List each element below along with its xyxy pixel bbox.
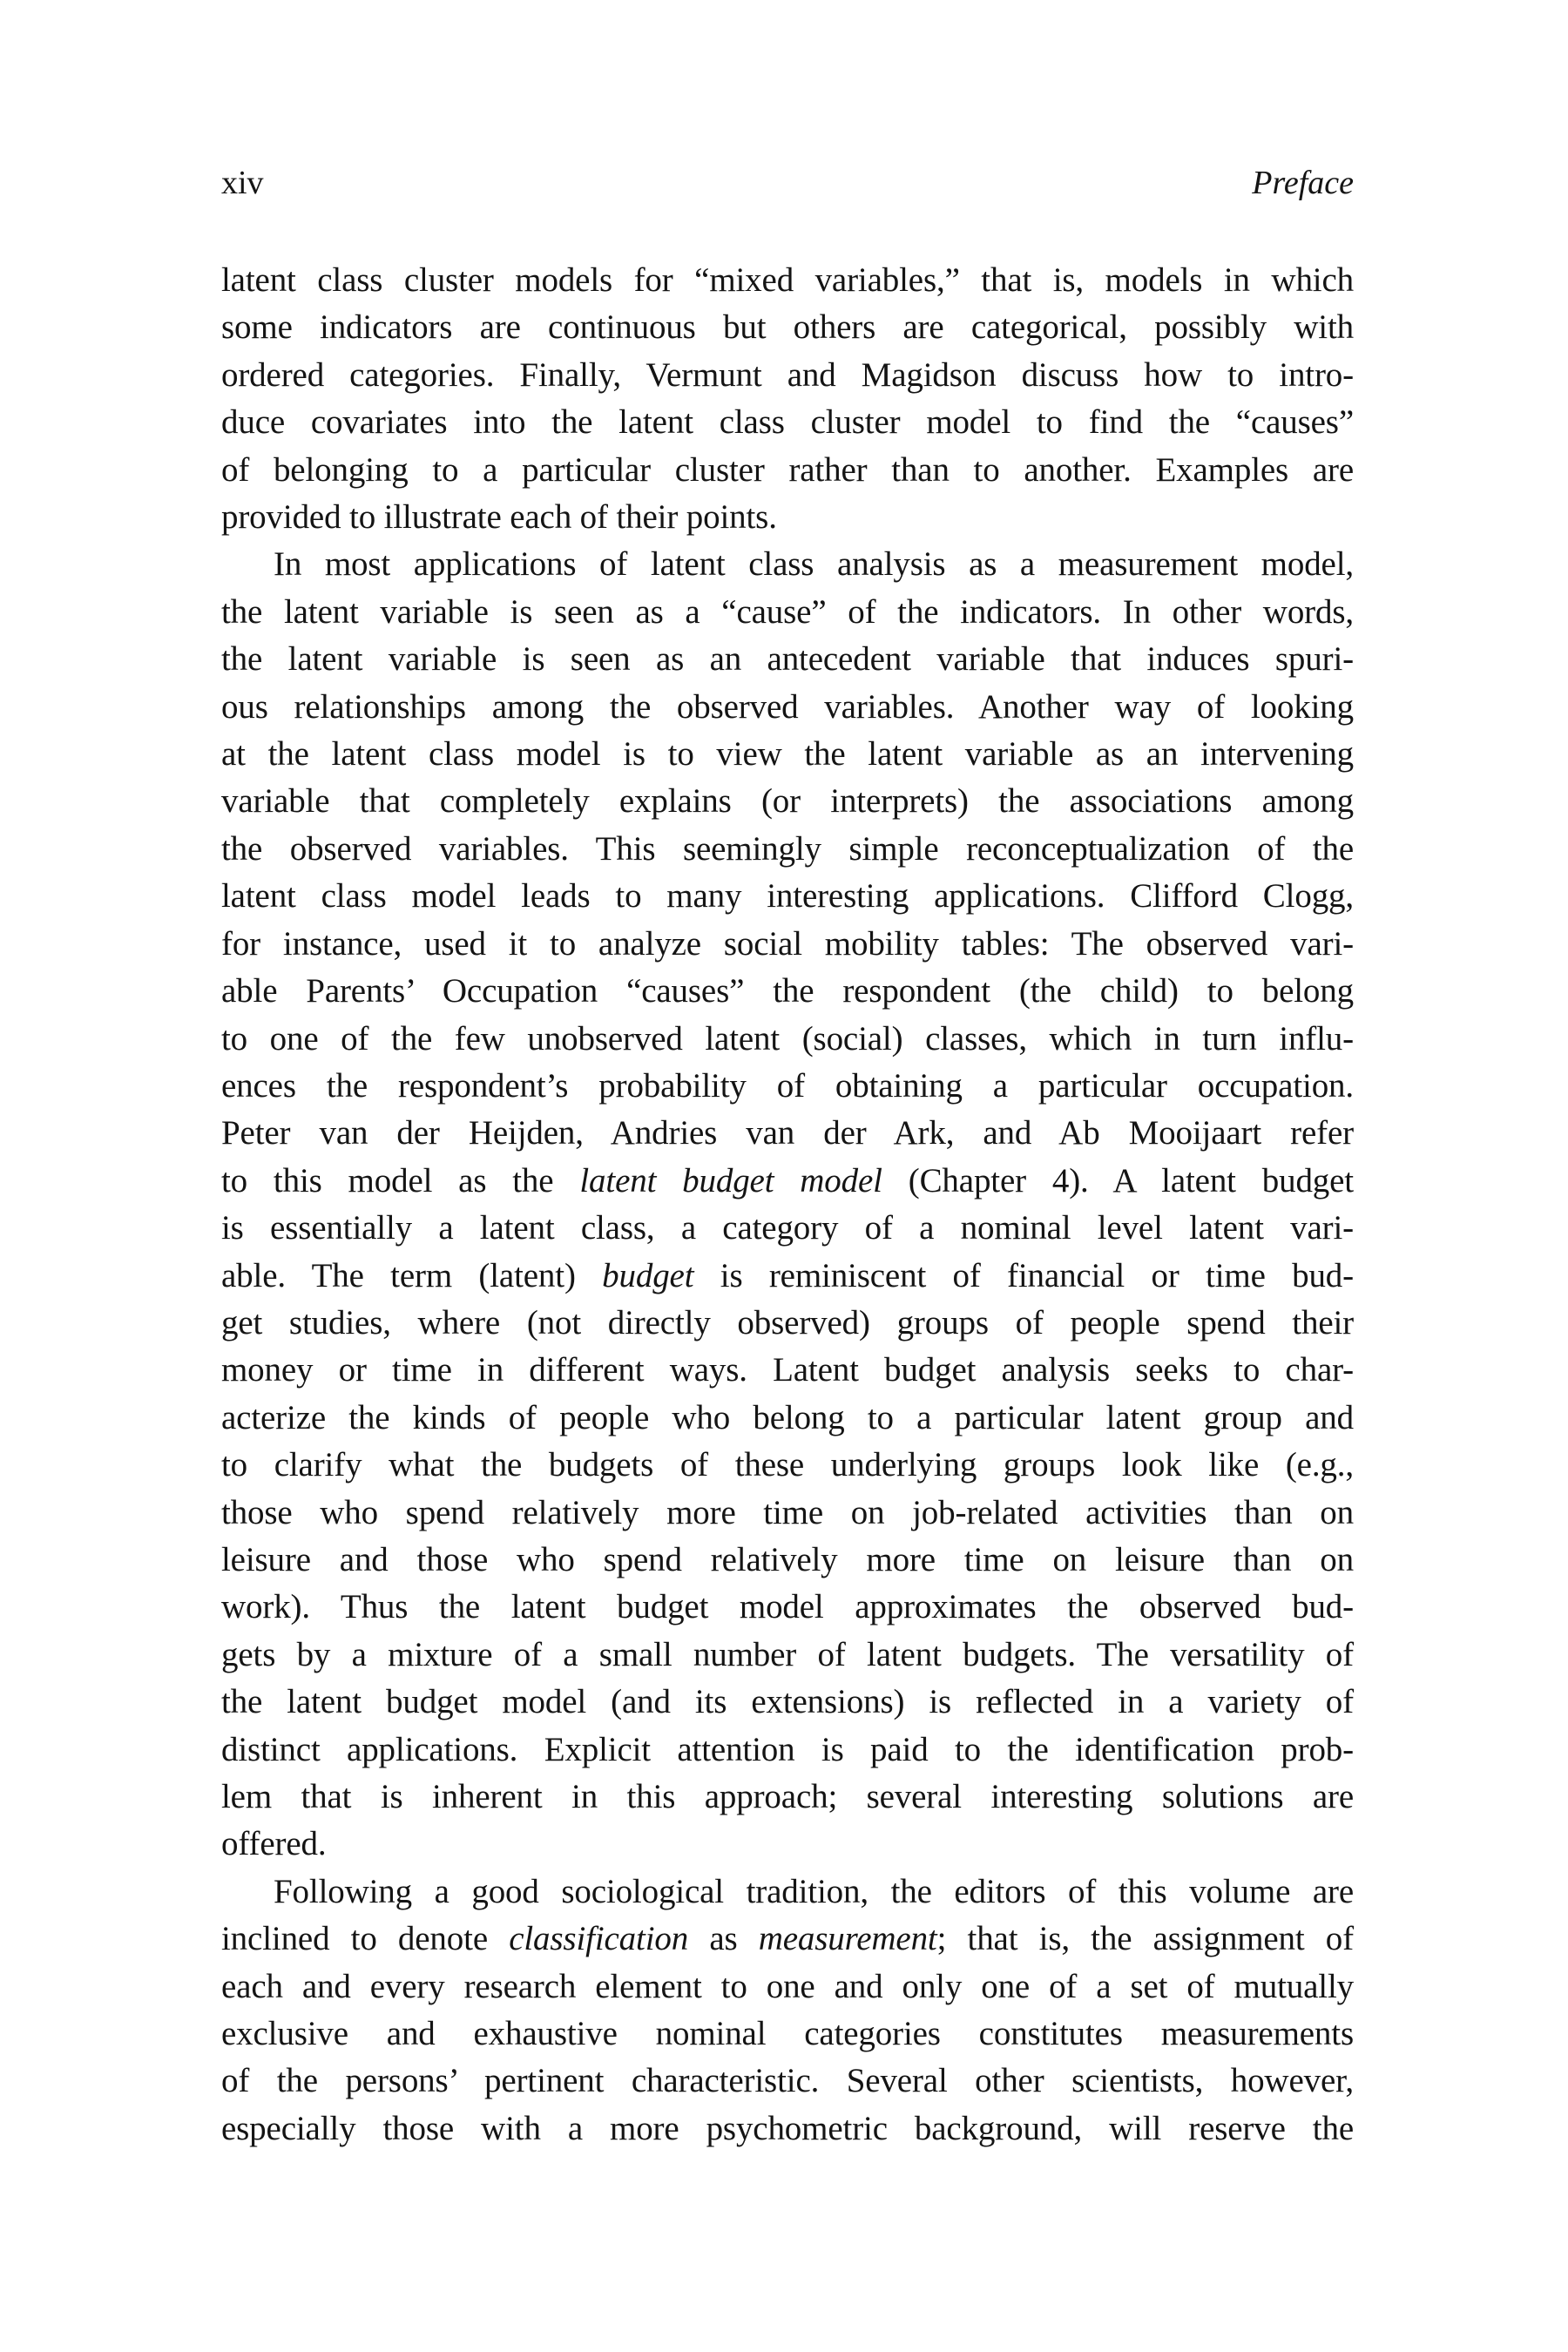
text-line: acterize the kinds of people who belong to a particular latent group and [221,1398,1354,1436]
page-number: xiv [221,165,264,201]
book-page [221,157,1354,2247]
body-text [221,257,1354,2153]
paragraph-2 [221,541,1354,1868]
text-line: some indicators are continuous but others are categorical, possibly with [221,308,1354,347]
text-line: for instance, used it to analyze social mobility tables: The observed vari- [221,924,1354,963]
text-line: those who spend relatively more time on job-related activities than on [221,1493,1354,1531]
text-line: of the persons’ pertinent characteristic. Several other scientists, however, [221,2062,1354,2100]
running-title: Preface [1252,165,1354,201]
text-line: ordered categories. Finally, Vermunt and Magidson discuss how to intro- [221,355,1354,394]
emphasis-classification: classification [509,1920,689,1958]
text-line: latent class cluster models for “mixed variables,” that is, models in which [221,261,1354,299]
line-segment: to this model as the [221,1161,580,1200]
text-line: to clarify what the budgets of these underlying groups look like (e.g., [221,1446,1354,1484]
text-line: especially those with a more psychometric background, will reserve the [221,2109,1354,2147]
text-line: latent class model leads to many interesting applications. Clifford Clogg, [221,877,1354,916]
line-segment: inclined to denote [221,1920,510,1958]
text-line: money or time in different ways. Latent budget analysis seeks to char- [221,1351,1354,1389]
paragraph-1 [221,257,1354,541]
text-line: gets by a mixture of a small number of latent budgets. The versatility of [221,1635,1354,1673]
text-line: the latent variable is seen as an antecedent variable that induces spuri- [221,640,1354,679]
emphasis-measurement: measurement [758,1920,937,1958]
text-line: exclusive and exhaustive nominal categories constitutes measurements [221,2015,1354,2053]
text-line: the latent variable is seen as a “cause” of the indicators. In other words, [221,592,1354,631]
text-line: work). Thus the latent budget model approximates the observed bud- [221,1588,1354,1626]
text-line: the latent budget model (and its extensions) is reflected in a variety of [221,1683,1354,1721]
text-line: ences the respondent’s probability of obtaining a particular occupation. [221,1066,1354,1105]
text-line: distinct applications. Explicit attention is paid to the identification prob- [221,1730,1354,1768]
text-line [221,1158,1354,1205]
text-line [221,1253,1354,1300]
text-line: Peter van der Heijden, Andries van der Ark, and Ab Mooijaart refer [221,1114,1354,1152]
text-line: leisure and those who spend relatively more time on leisure than on [221,1540,1354,1578]
emphasis-latent-budget-model: latent budget model [579,1161,882,1200]
text-line: to one of the few unobserved latent (social) classes, which in turn influ- [221,1019,1354,1058]
paragraph-3 [221,1869,1354,2153]
emphasis-budget: budget [602,1256,694,1294]
line-segment: (Chapter 4). A latent budget [882,1161,1354,1200]
line-segment: able. The term (latent) [221,1256,603,1294]
text-line: provided to illustrate each of their points. [221,498,777,537]
text-line [221,1916,1354,1963]
line-segment: as [688,1920,759,1958]
line-segment: is reminiscent of financial or time bud- [693,1256,1354,1294]
text-line: at the latent class model is to view the latent variable as an intervening [221,735,1354,774]
text-line: Following a good sociological tradition, the editors of this volume are [274,1872,1354,1910]
text-line: variable that completely explains (or interprets) the associations among [221,782,1354,821]
line-segment: ; that is, the assignment of [936,1920,1354,1958]
text-line: is essentially a latent class, a category of a nominal level latent vari- [221,1209,1354,1247]
text-line: of belonging to a particular cluster rather than to another. Examples are [221,450,1354,489]
text-line: duce covariates into the latent class cluster model to find the “causes” [221,403,1354,442]
running-head [221,157,1354,209]
text-line: offered. [221,1825,327,1863]
text-line: lem that is inherent in this approach; several interesting solutions are [221,1778,1354,1815]
text-line: the observed variables. This seemingly simple reconceptualization of the [221,829,1354,868]
text-line: each and every research element to one and only one of a set of mutually [221,1967,1354,2005]
text-line: get studies, where (not directly observed) groups of people spend their [221,1303,1354,1342]
text-line: In most applications of latent class analysis as a measurement model, [274,545,1354,584]
text-line: able Parents’ Occupation “causes” the respondent (the child) to belong [221,972,1354,1010]
text-line: ous relationships among the observed variables. Another way of looking [221,687,1354,726]
